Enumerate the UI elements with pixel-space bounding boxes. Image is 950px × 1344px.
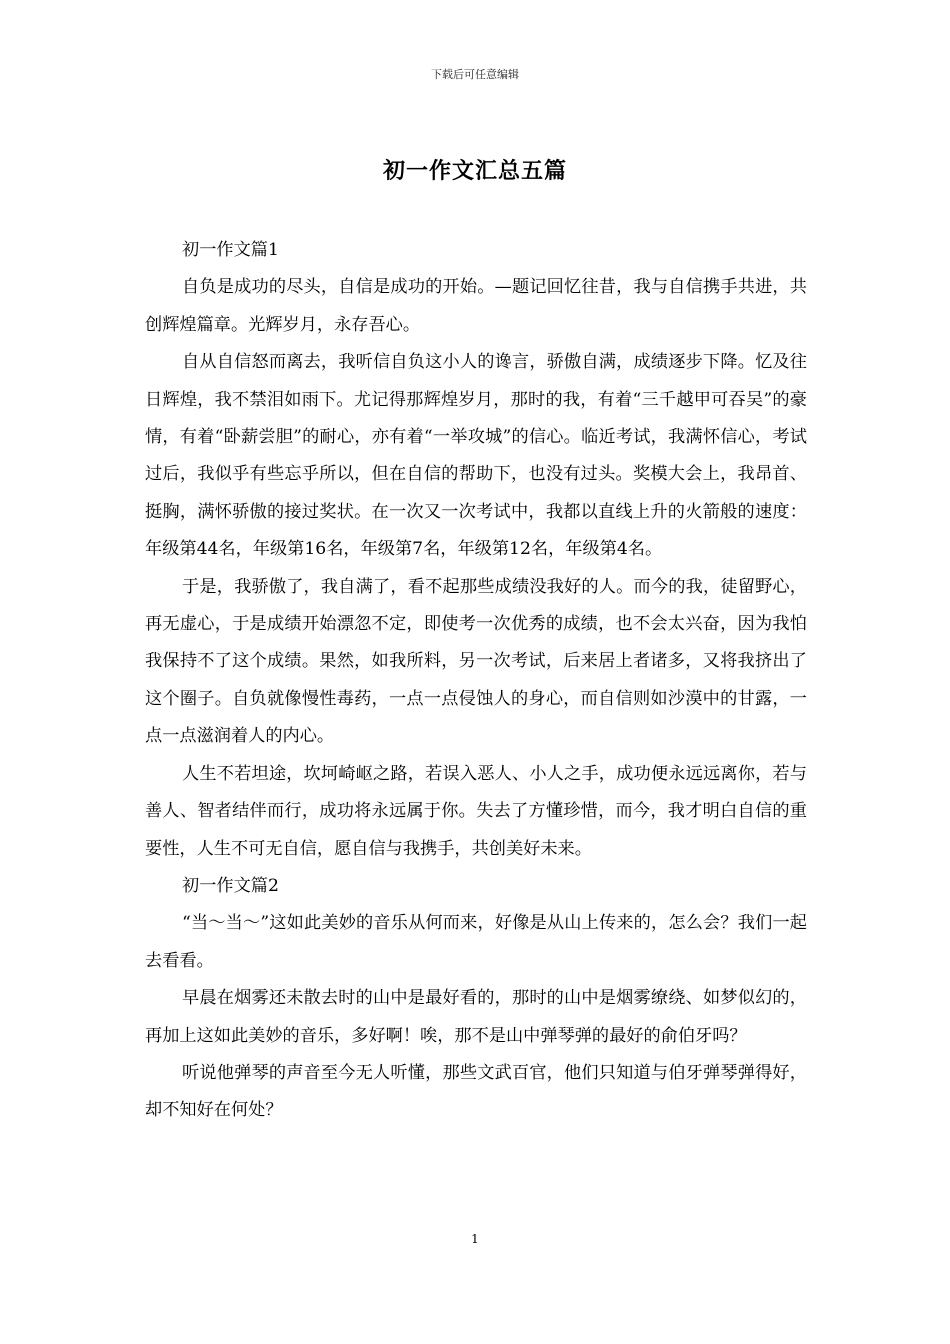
section-heading-1: 初一作文篇1 <box>182 240 279 260</box>
document-body <box>145 232 807 1130</box>
paragraph: 自负是成功的尽头，自信是成功的开始。—题记回忆往昔，我与自信携手共进，共创辉煌篇章。光辉岁月，永存吾心。 <box>145 277 807 335</box>
paragraph: “当～当～”这如此美妙的音乐从何而来，好像是从山上传来的，怎么会？我们一起去看看。 <box>145 913 807 971</box>
paragraph: 听说他弹琴的声音至今无人听懂，那些文武百官，他们只知道与伯牙弹琴弹得好，却不知好在何处？ <box>145 1062 807 1121</box>
paragraph: 于是，我骄傲了，我自满了，看不起那些成绩没我好的人。而今的我，徒留野心，再无虚心，于是成绩开始漂忽不定，即使考一次优秀的成绩，也不会太兴奋，因为我怕我保持不了这个成绩。果然，如我所料，另一次考试，后来居上者诸多，又将我挤出了这个圈子。自负就像慢性毒药，一点一点侵蚀人的身心，而自信则如沙漠中的甘露，一点一点滋润着人的内心。 <box>145 576 807 747</box>
paragraph: 自从自信怒而离去，我听信自负这小人的谗言，骄傲自满，成绩逐步下降。忆及往日辉煌，我不禁泪如雨下。尤记得那辉煌岁月，那时的我，有着“三千越甲可吞吴”的豪情，有着“卧薪尝胆”的耐心，亦有着“一举攻城”的信心。临近考试，我满怀信心，考试过后，我似乎有些忘乎所以，但在自信的帮助下，也没有过头。奖模大会上，我昂首、挺胸，满怀骄傲的接过奖状。在一次又一次考试中，我都以直线上升的火箭般的速度：年级第44名，年级第16名，年级第7名，年级第12名，年级第4名。 <box>145 352 807 560</box>
paragraph: 人生不若坦途，坎坷崎岖之路，若误入恶人、小人之手，成功便永远远离你，若与善人、智者结伴而行，成功将永远属于你。失去了方懂珍惜，而今，我才明白自信的重要性，人生不可无自信，愿自信与我携手，共创美好未来。 <box>145 763 807 859</box>
paragraph: 早晨在烟雾还未散去时的山中是最好看的，那时的山中是烟雾缭绕、如梦似幻的，再加上这如此美妙的音乐，多好啊！唉，那不是山中弹琴弹的最好的俞伯牙吗？ <box>145 988 807 1046</box>
document-title: 初一作文汇总五篇 <box>382 158 567 184</box>
page-number: 1 <box>471 1232 479 1246</box>
page-header: 下载后可任意编辑 <box>431 68 519 81</box>
section-heading-2: 初一作文篇2 <box>182 875 279 896</box>
